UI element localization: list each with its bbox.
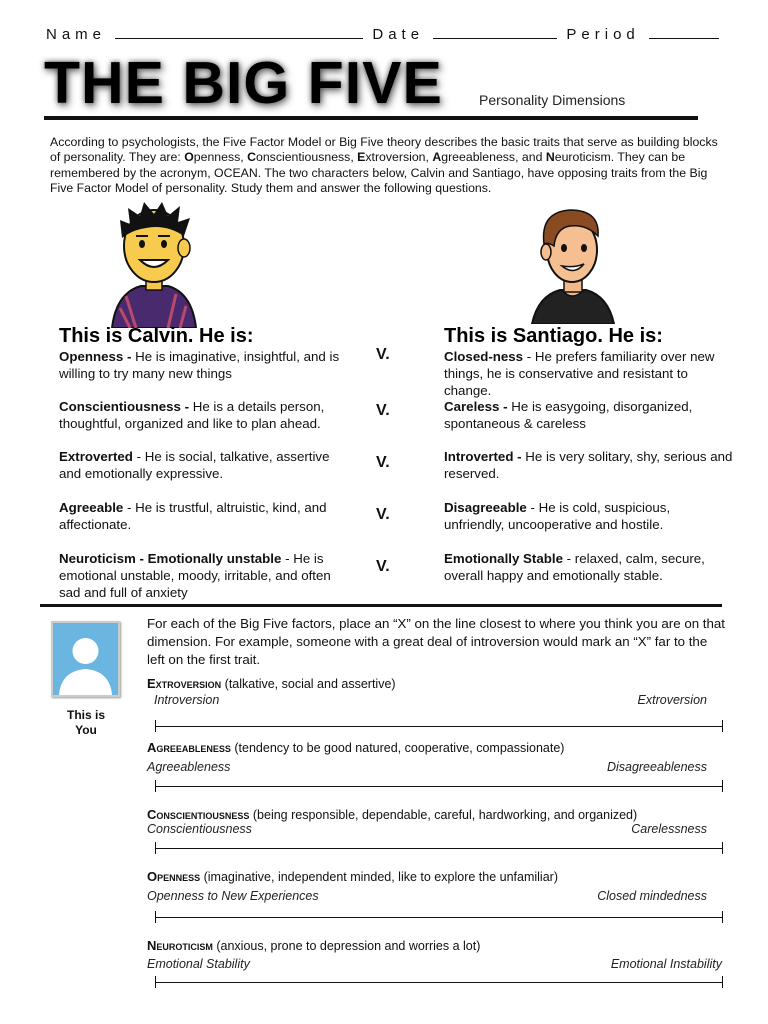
period-field[interactable] — [649, 26, 719, 39]
calvin-trait-agreeable: Agreeable - He is trustful, altruistic, kind, and affectionate. — [59, 500, 327, 532]
santiago-trait-closedness: Closed-ness - He prefers familiarity over new things, he is conservative and resistant to change. — [444, 349, 715, 398]
santiago-illustration — [526, 204, 618, 324]
date-label: Date — [372, 26, 425, 43]
scale-line-neuroticism[interactable] — [155, 976, 723, 990]
period-label: Period — [566, 26, 640, 43]
scale-left-label: Conscientiousness — [147, 822, 252, 836]
versus-label: V. — [376, 346, 390, 363]
date-field[interactable] — [433, 26, 557, 39]
santiago-trait-disagreeable: Disagreeable - He is cold, suspicious, unfriendly, uncooperative and hostile. — [444, 500, 671, 532]
you-avatar — [51, 621, 120, 697]
page-title: THE BIG FIVE — [44, 50, 443, 116]
name-field[interactable] — [115, 26, 363, 39]
santiago-heading: This is Santiago. He is: — [444, 325, 663, 347]
scale-title-neuroticism: Neuroticism (anxious, prone to depression and worries a lot) — [147, 938, 481, 953]
scale-line-conscientiousness[interactable] — [155, 842, 723, 856]
scale-left-label: Introversion — [154, 693, 220, 707]
calvin-trait-conscientiousness: Conscientiousness - He is a details person, thoughtful, organized and like to plan ahead. — [59, 399, 325, 431]
santiago-trait-emotionally-stable: Emotionally Stable - relaxed, calm, secure, overall happy and emotionally stable. — [444, 551, 705, 583]
scale-left-label: Agreeableness — [147, 760, 231, 774]
calvin-trait-openness: Openness - He is imaginative, insightful, and is willing to try many new things — [59, 349, 340, 381]
section-divider — [40, 604, 722, 607]
scale-right-label: Disagreeableness — [606, 760, 707, 774]
scale-right-label: Emotional Instability — [610, 957, 722, 971]
scale-right-label: Extroversion — [637, 693, 707, 707]
intro-paragraph: According to psychologists, the Five Factor Model or Big Five theory describes the basic traits that serve as building blocks of personality. They are: Openness, Conscientiousness, Extroversion, Agreeableness, and Neuroticism. They can be remembered by the acronym, OCEAN. The two characters below, Calvin and Santiago, have opposing traits from the Big Five Factor Model of personality. Study them and answer the following questions. — [50, 135, 718, 195]
scale-line-extroversion[interactable] — [155, 720, 723, 734]
versus-label: V. — [376, 506, 390, 523]
scale-title-extroversion: Extroversion (talkative, social and assertive) — [147, 676, 396, 691]
versus-label: V. — [376, 454, 390, 471]
person-silhouette-icon — [53, 623, 118, 695]
scale-line-agreeableness[interactable] — [155, 780, 723, 794]
scale-right-label: Carelessness — [631, 822, 707, 836]
scale-title-conscientiousness: Conscientiousness (being responsible, dependable, careful, hardworking, and organized) — [147, 807, 638, 822]
versus-label: V. — [376, 402, 390, 419]
scale-title-openness: Openness (imaginative, independent minded, like to explore the unfamiliar) — [147, 869, 558, 884]
page-subtitle: Personality Dimensions — [479, 92, 626, 108]
scale-left-label: Emotional Stability — [147, 957, 250, 971]
scale-right-label: Closed mindedness — [597, 889, 707, 903]
you-label: This is You — [66, 708, 105, 737]
santiago-trait-introverted: Introverted - He is very solitary, shy, serious and reserved. — [444, 449, 733, 481]
versus-label: V. — [376, 558, 390, 575]
calvin-heading: This is Calvin. He is: — [59, 325, 254, 347]
scale-title-agreeableness: Agreeableness (tendency to be good natured, cooperative, compassionate) — [147, 740, 565, 755]
scale-left-label: Openness to New Experiences — [147, 889, 319, 903]
scale-line-openness[interactable] — [155, 911, 723, 925]
header-fields — [46, 26, 719, 43]
santiago-trait-careless: Careless - He is easygoing, disorganized, spontaneous & careless — [444, 399, 693, 431]
calvin-trait-extroverted: Extroverted - He is social, talkative, assertive and emotionally expressive. — [59, 449, 330, 481]
calvin-trait-neuroticism: Neuroticism - Emotionally unstable - He is emotional unstable, moody, irritable, and often sad and full of anxiety — [59, 551, 331, 600]
scale-instructions: For each of the Big Five factors, place an “X” on the line closest to where you think you are on that dimension. For example, someone with a great deal of introversion would mark an “X” far to the left on the first trait. — [147, 616, 725, 667]
title-divider — [44, 116, 698, 120]
name-label: Name — [46, 26, 107, 43]
calvin-illustration — [106, 198, 206, 328]
